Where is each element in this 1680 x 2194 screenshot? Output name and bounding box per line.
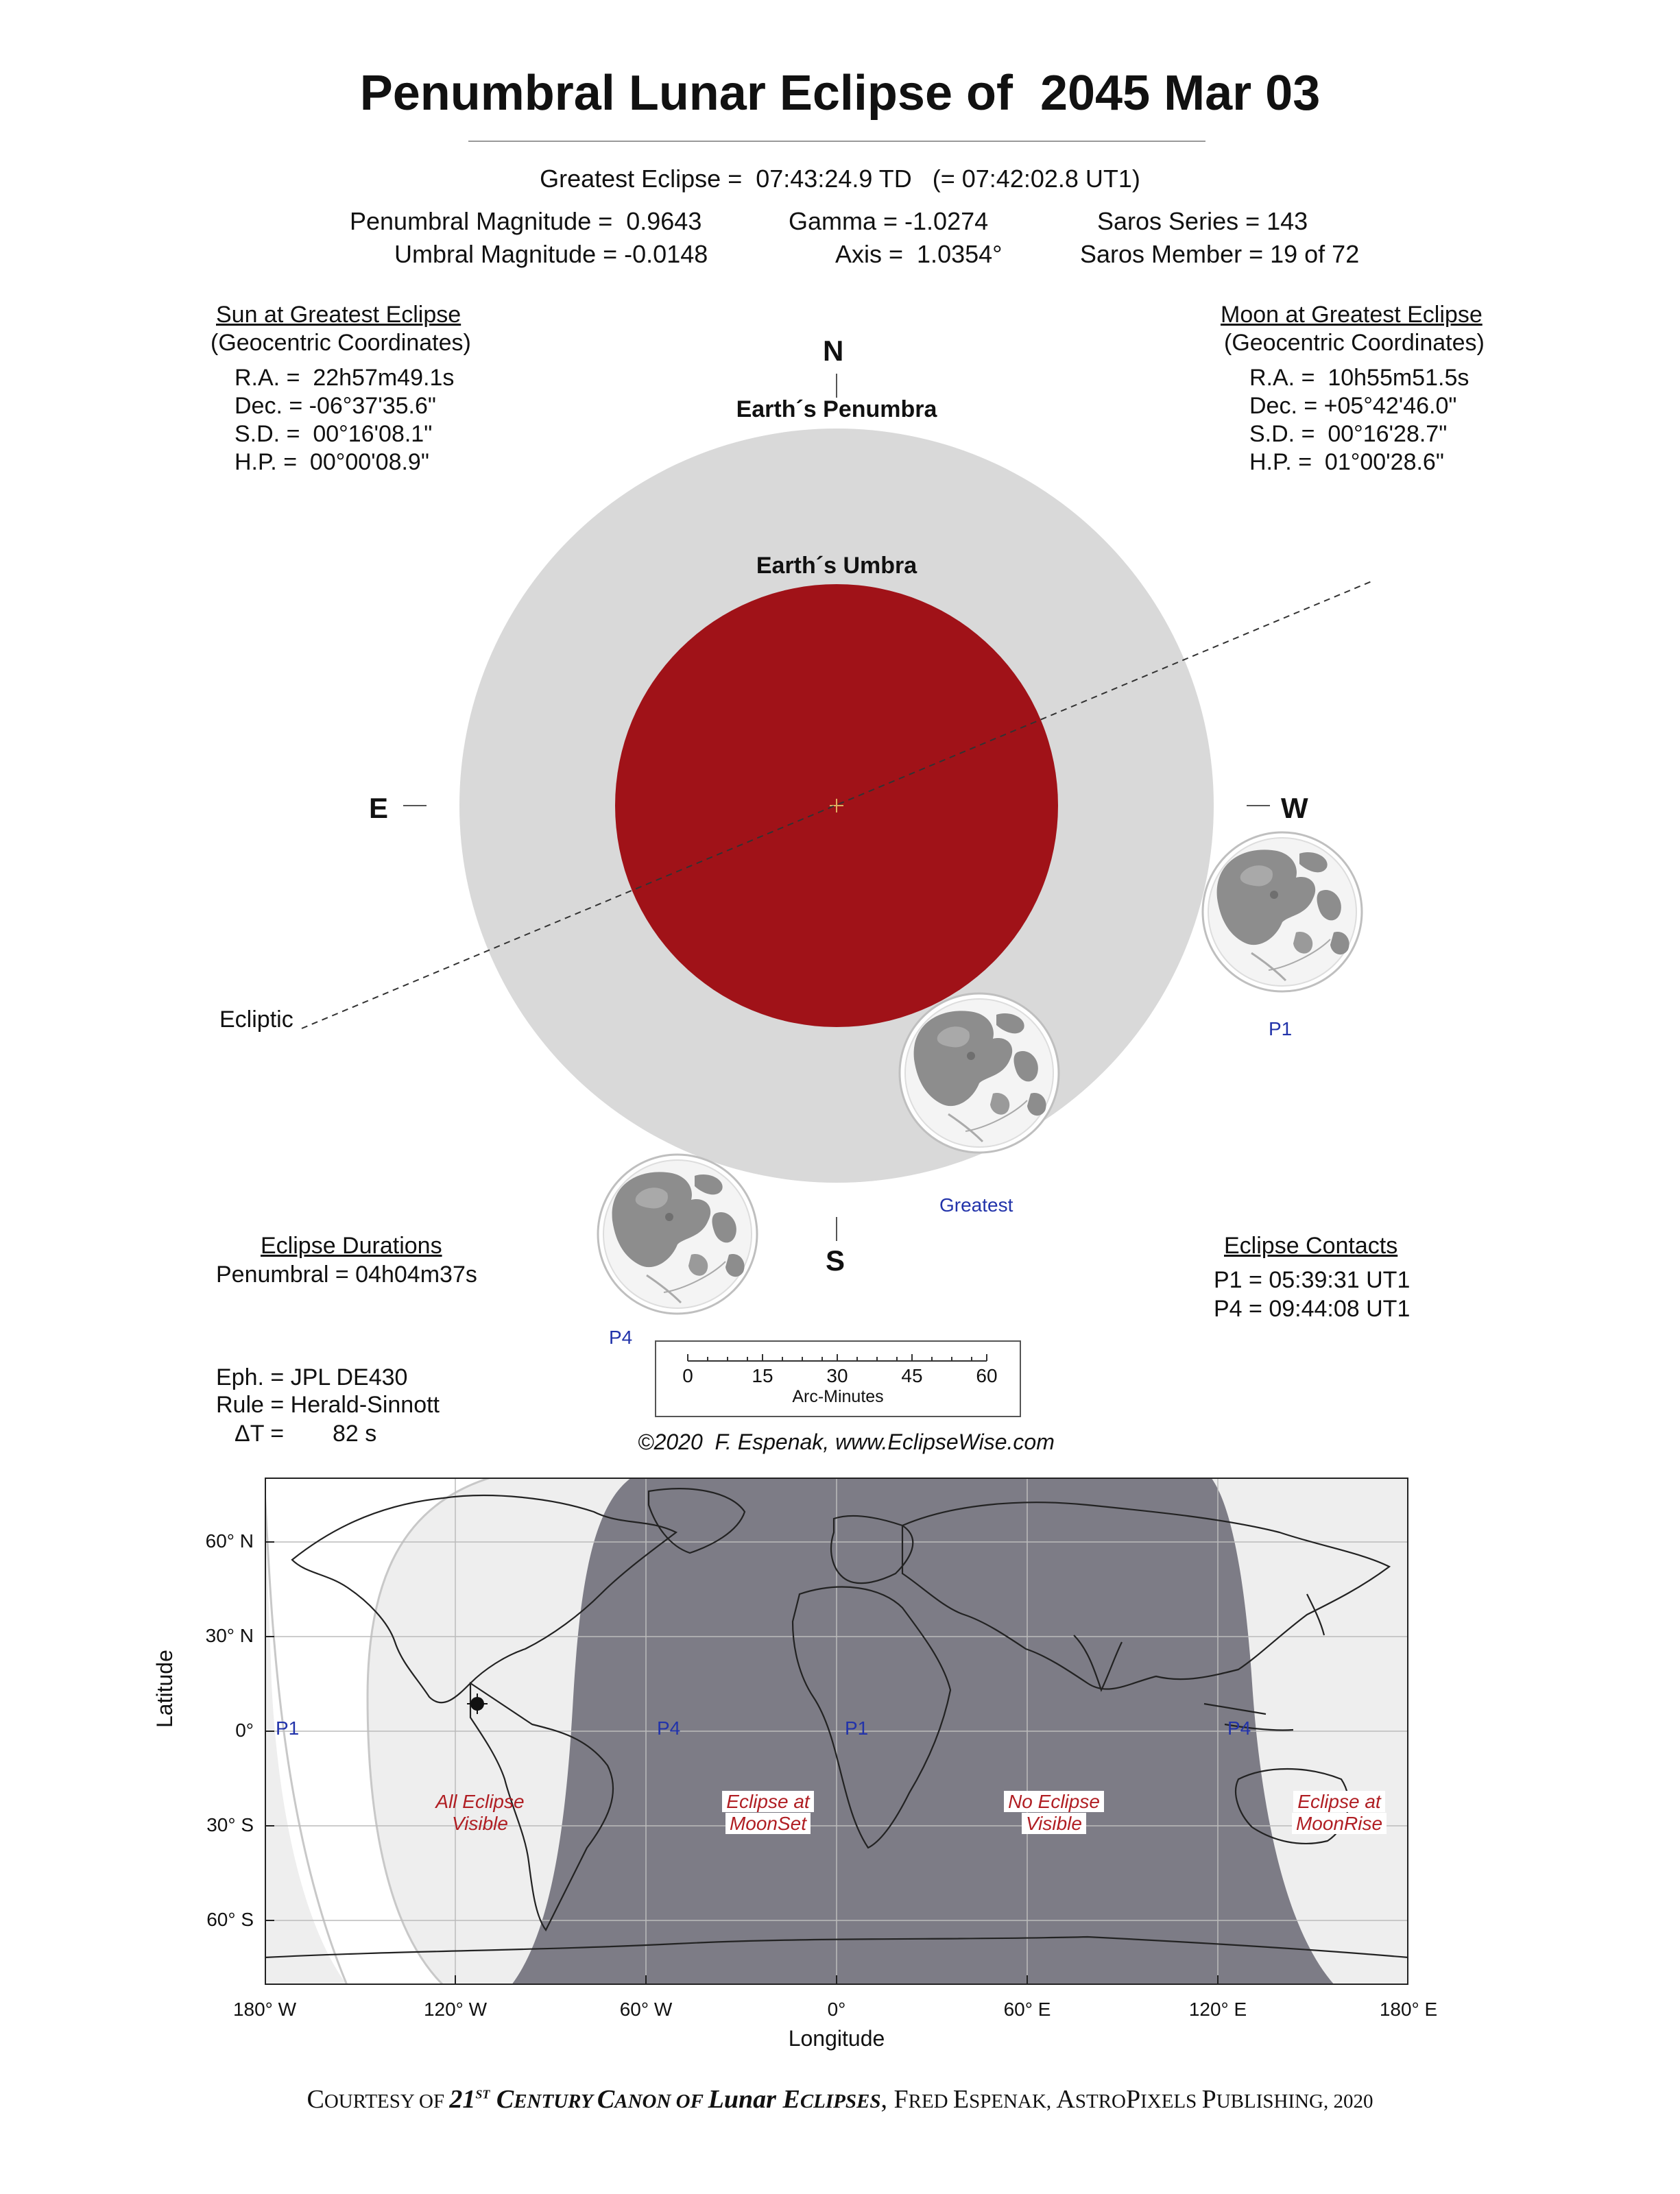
lat-tick-60n: 60° N [205, 1530, 254, 1552]
lon-tick-60e: 60° E [1003, 1999, 1051, 2020]
lat-tick-0: 0° [235, 1720, 254, 1741]
sun-hp: H.P. = 00°00'08.9" [235, 449, 429, 475]
lon-tick-180e: 180° E [1379, 1999, 1438, 2020]
moon-p1 [1203, 832, 1362, 991]
lat-tick-30s: 30° S [206, 1814, 254, 1835]
region-moonset: Eclipse at MoonSet [682, 1791, 854, 1835]
sun-ra: R.A. = 22h57m49.1s [235, 365, 455, 391]
moon-subheading: (Geocentric Coordinates) [1224, 330, 1485, 356]
map-marker-p1-east: P1 [845, 1717, 869, 1739]
page-title: Penumbral Lunar Eclipse of 2045 Mar 03 [359, 66, 1321, 121]
lon-tick-120e: 120° E [1188, 1999, 1247, 2020]
greatest-eclipse: Greatest Eclipse = 07:43:24.9 TD (= 07:42:02.8 UT1) [540, 165, 1140, 193]
contact-p1: P1 = 05:39:31 UT1 [1214, 1267, 1411, 1293]
lon-tick-180w: 180° W [232, 1999, 297, 2020]
delta-t-value: 82 s [333, 1421, 377, 1447]
sun-sd: S.D. = 00°16'08.1" [235, 421, 433, 447]
sun-heading: Sun at Greatest Eclipse [216, 302, 461, 328]
south-label: S [826, 1244, 845, 1277]
ephemeris: Eph. = JPL DE430 [216, 1364, 408, 1390]
penumbra-label: Earth´s Penumbra [736, 396, 937, 422]
moon-greatest [900, 993, 1059, 1153]
sun-subheading: (Geocentric Coordinates) [211, 330, 471, 356]
scale-unit: Arc-Minutes [792, 1387, 884, 1406]
durations-heading: Eclipse Durations [261, 1233, 442, 1259]
scale-tick-15: 15 [752, 1365, 773, 1386]
scale-tick-45: 45 [901, 1365, 923, 1386]
lon-tick-120w: 120° W [423, 1999, 488, 2020]
map-marker-p1-west: P1 [276, 1717, 300, 1739]
west-label: W [1281, 792, 1308, 824]
greatest-moon-label: Greatest [939, 1194, 1013, 1216]
umbral-magnitude: Umbral Magnitude = -0.0148 [394, 240, 708, 268]
lon-tick-60w: 60° W [619, 1999, 673, 2020]
moon-sd: S.D. = 00°16'28.7" [1249, 421, 1448, 447]
umbra-label: Earth´s Umbra [756, 553, 917, 579]
contact-p4: P4 = 09:44:08 UT1 [1214, 1296, 1411, 1322]
lat-tick-60s: 60° S [206, 1909, 254, 1930]
east-label: E [369, 792, 389, 824]
rule: Rule = Herald-Sinnott [216, 1392, 440, 1418]
p4-moon-label: P4 [609, 1327, 633, 1348]
ecliptic-label: Ecliptic [219, 1006, 293, 1033]
scale-tick-0: 0 [682, 1365, 693, 1386]
lat-tick-30n: 30° N [205, 1625, 254, 1646]
axis: Axis = 1.0354° [835, 240, 1003, 268]
sun-dec: Dec. = -06°37'35.6" [235, 393, 436, 419]
moon-heading: Moon at Greatest Eclipse [1221, 302, 1483, 328]
moon-dec: Dec. = +05°42'46.0" [1249, 393, 1457, 419]
copyright: ©2020 F. Espenak, www.EclipseWise.com [638, 1430, 1055, 1454]
region-all-eclipse: All Eclipse Visible [435, 1791, 525, 1834]
latitude-axis-title: Latitude [152, 1650, 177, 1728]
north-label: N [823, 335, 844, 367]
longitude-axis-title: Longitude [788, 2026, 885, 2051]
scale-tick-60: 60 [976, 1365, 998, 1386]
lon-tick-0: 0° [827, 1999, 846, 2020]
saros-series: Saros Series = 143 [1097, 207, 1308, 235]
delta-t-label: ΔT = [235, 1421, 285, 1447]
map-marker-p4-west: P4 [657, 1717, 681, 1739]
gamma: Gamma = -1.0274 [789, 207, 989, 235]
p1-moon-label: P1 [1269, 1018, 1293, 1039]
scale-bar [655, 1340, 1021, 1417]
moon-hp: H.P. = 01°00'28.6" [1249, 449, 1444, 475]
moon-p4 [598, 1155, 757, 1314]
saros-member: Saros Member = 19 of 72 [1080, 240, 1360, 268]
penumbral-duration: Penumbral = 04h04m37s [216, 1262, 477, 1288]
region-moonrise: Eclipse at MoonRise [1253, 1791, 1425, 1835]
map-marker-p4-east: P4 [1227, 1717, 1251, 1739]
region-no-eclipse: No Eclipse Visible [968, 1791, 1140, 1835]
scale-tick-30: 30 [826, 1365, 848, 1386]
contacts-heading: Eclipse Contacts [1224, 1233, 1398, 1259]
courtesy-footer: COURTESY OF 21ST CENTURY CANON OF Lunar ECLIPSES, FRED ESPENAK, ASTROPIXELS PUBLISHING, 2020 [307, 2085, 1373, 2114]
moon-ra: R.A. = 10h55m51.5s [1249, 365, 1469, 391]
penumbral-magnitude: Penumbral Magnitude = 0.9643 [350, 207, 702, 235]
